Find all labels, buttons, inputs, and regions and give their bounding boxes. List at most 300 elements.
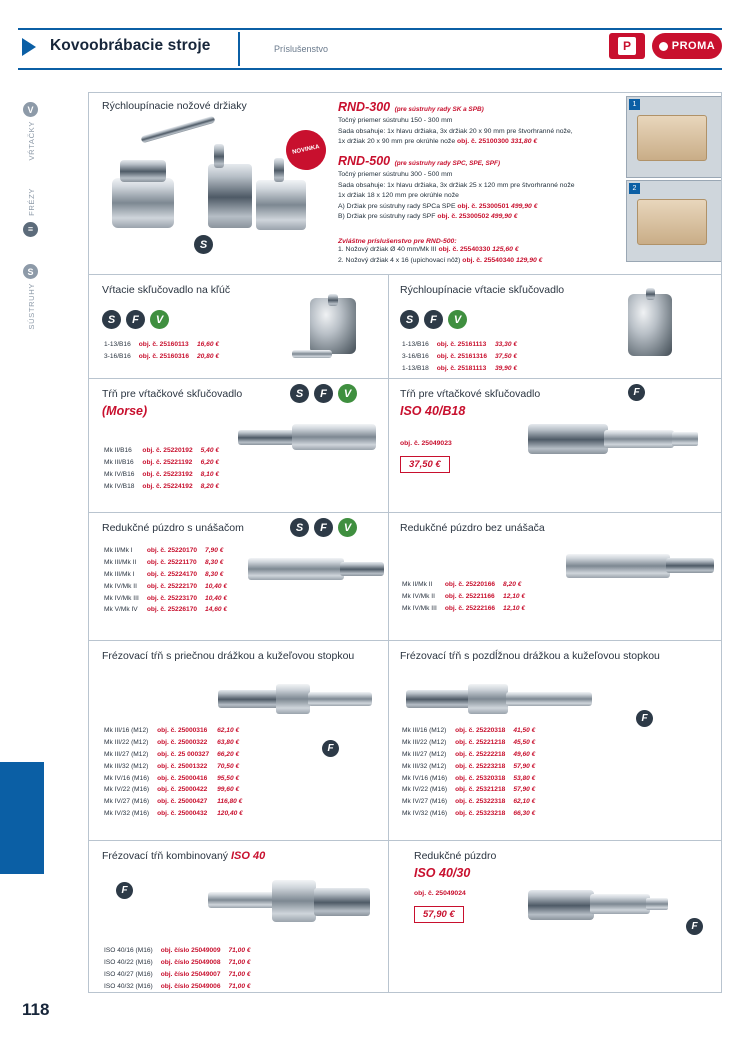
rail-label-vrtacky: VŔTAČKY [27, 121, 36, 161]
rnd500-line1: Točný priemer sústruhu 300 - 500 mm [338, 171, 453, 178]
toolpost-body [112, 178, 174, 228]
sleeve-body [248, 558, 344, 580]
holder-b [256, 180, 306, 230]
mill-long-order-4: obj. č. 25320318 [455, 774, 506, 782]
table-row [104, 958, 257, 968]
mill-combi-size-2: ISO 40/27 (M16) [104, 970, 153, 978]
rnd500-variant-a-price: 499,90 € [511, 202, 538, 210]
morse-price-0: 5,40 € [200, 447, 219, 454]
thumb1-part [637, 115, 707, 161]
divider-v-5 [388, 840, 389, 992]
mill-cross-price-2: 66,20 € [217, 750, 240, 758]
table-row [402, 604, 531, 614]
iso40-tip [672, 432, 698, 446]
red-with-price-2: 8,30 € [205, 570, 224, 578]
rnd500-variant-a: A) Držiak pre sústruhy rady SPCa SPE [338, 202, 456, 210]
chuck-quick-price-2: 39,90 € [495, 364, 517, 372]
morse-table [102, 444, 227, 494]
chuck-key-badges [102, 310, 169, 329]
table-row [104, 946, 257, 956]
chuck-quick-order-1: obj. č. 25161316 [436, 352, 487, 360]
badge-f: F [314, 518, 333, 537]
mill-cross-photo [218, 674, 388, 724]
red-with-order-4: obj. č. 25223170 [146, 594, 198, 602]
badge-f: F [126, 310, 145, 329]
table-row [402, 797, 541, 807]
morse-body [292, 424, 376, 450]
mill-cross-price-7: 120,40 € [217, 810, 243, 818]
table-row [104, 785, 249, 795]
divider-v-4 [388, 640, 389, 840]
red-without-price-2: 12,10 € [503, 604, 526, 612]
rnd-extra-2-order: obj. č. 25540340 [462, 256, 515, 264]
morse-price-3: 8,20 € [200, 482, 219, 490]
mill-long-size-7: Mk IV/32 (M16) [402, 810, 448, 818]
badge-s: S [290, 384, 309, 403]
chuck-quick-order-2: obj. č. 25181113 [436, 364, 487, 372]
red-with-price-4: 10,40 € [205, 594, 228, 602]
table-row [104, 546, 233, 556]
mill-combi-badge-f: F [116, 882, 133, 899]
mill-cross-order-4: obj. č. 25000416 [157, 774, 208, 782]
mill-long-shank [506, 692, 592, 706]
red-with-photo [248, 550, 388, 590]
morse-order-3: obj. č. 25224192 [142, 482, 193, 490]
morse-order-2: obj. č. 25223192 [142, 470, 193, 478]
chuck-key-size-1: 3-16/B16 [104, 352, 131, 360]
red-with-title: Redukčné púzdro s unášačom [102, 522, 244, 534]
mill-combi-size-0: ISO 40/16 (M16) [104, 947, 153, 954]
table-row [402, 785, 541, 795]
chuck-quick-price-1: 37,50 € [495, 352, 517, 360]
chuck-shank [328, 294, 338, 306]
mill-cross-shank [308, 692, 372, 706]
mill-long-flange [468, 684, 508, 714]
mill-cross-price-5: 99,60 € [217, 786, 240, 794]
red-with-size-5: Mk V/Mk IV [104, 606, 138, 614]
mill-long-size-0: Mk III/16 (M12) [402, 727, 447, 734]
sleeve2-taper [666, 558, 714, 573]
page-number: 118 [22, 1000, 50, 1019]
mill-long-table [400, 724, 543, 821]
mill-combi-price-2: 71,00 € [228, 970, 251, 978]
chuck-quick-table [400, 338, 525, 376]
toolpost-head [120, 160, 166, 182]
mill-combi-title-red: ISO 40 [230, 850, 266, 862]
chuck-quick-order-0: obj. č. 25161113 [436, 341, 487, 348]
badge-s: S [290, 518, 309, 537]
chuck-key-photo [288, 294, 384, 366]
morse-subtitle: (Morse) [102, 404, 148, 418]
rnd-badge-s: S [194, 235, 213, 254]
table-row [104, 446, 225, 456]
table-row [402, 738, 541, 748]
mill-long-size-3: Mk III/32 (M12) [402, 762, 447, 770]
red-with-size-0: Mk II/Mk I [104, 547, 133, 554]
table-row [104, 809, 249, 819]
mill-cross-price-3: 70,50 € [217, 762, 240, 770]
rnd-extra-1-order: obj. č. 25540330 [438, 246, 491, 253]
mill-combi-photo [208, 870, 388, 936]
mill-cross-size-0: Mk III/16 (M12) [104, 727, 149, 734]
badge-f: F [314, 384, 333, 403]
thumbnail-1 [626, 96, 722, 178]
table-row [104, 340, 225, 350]
rnd500-variant-b: B) Držiak pre sústruhy rady SPF [338, 213, 436, 221]
mill-combi-order-1: obj. číslo 25049008 [160, 958, 221, 966]
combi-flange [272, 880, 316, 922]
table-row [402, 762, 541, 772]
rnd-section-title: Rýchloupínacie nožové držiaky [102, 100, 247, 112]
mill-long-order-6: obj. č. 25322318 [455, 798, 506, 806]
tool-bit-1 [214, 144, 224, 168]
table-row [104, 774, 249, 784]
mill-cross-order-0: obj. č. 25000316 [157, 727, 208, 734]
red-with-badges [290, 518, 357, 537]
iso40-shank [604, 430, 674, 448]
red-without-photo [566, 544, 718, 590]
chuck-body [310, 298, 356, 354]
divider-v-1 [388, 274, 389, 378]
red-without-order-0: obj. č. 25220166 [444, 581, 496, 588]
tool-bit-2 [274, 158, 284, 182]
table-row [104, 558, 233, 568]
rnd500-variant-b-order: obj. č. 25300502 [437, 213, 490, 221]
divider-4 [88, 640, 722, 641]
mill-long-title: Frézovací tŕň s pozdĺžnou drážkou a kužeľovou stopkou [400, 650, 660, 662]
mill-long-price-3: 57,90 € [513, 762, 536, 770]
header-rule-top [18, 28, 722, 30]
chuck-key-size-0: 1-13/B16 [104, 341, 131, 348]
red-iso-title: Redukčné púzdro [414, 850, 497, 862]
red-with-order-5: obj. č. 25226170 [146, 606, 198, 614]
rail-item-vrtacky[interactable] [18, 102, 44, 161]
table-row [104, 482, 225, 492]
red-with-size-4: Mk IV/Mk III [104, 594, 139, 602]
red-iso-subtitle: ISO 40/30 [414, 866, 471, 880]
table-row [402, 580, 531, 590]
rnd300-order: obj. č. 25100300 [457, 138, 509, 146]
red-with-price-1: 8,30 € [205, 558, 224, 566]
quick-chuck-body [628, 294, 672, 356]
red-without-price-0: 8,20 € [503, 581, 522, 588]
mill-long-price-5: 57,90 € [513, 786, 536, 794]
rnd300-name: RND-300 [338, 100, 391, 114]
chuck-key-price-0: 16,60 € [197, 341, 219, 348]
iso40-price: 37,50 € [400, 456, 450, 473]
mill-long-photo [406, 674, 606, 722]
chuck-key-table [102, 338, 227, 364]
red-without-size-0: Mk II/Mk II [402, 581, 433, 588]
table-row [104, 582, 233, 592]
mill-cross-title: Frézovací tŕň s priečnou drážkou a kužeľovou stopkou [102, 650, 355, 662]
frame-top-border [88, 92, 722, 93]
red-with-size-2: Mk III/Mk I [104, 570, 135, 578]
mill-long-price-4: 53,80 € [513, 774, 536, 782]
mill-long-badge-f: F [636, 710, 653, 727]
thumbnail-2-number: 2 [629, 183, 640, 194]
rnd300-line3: 1x držiak 20 x 90 mm pre okrúhle nože [338, 138, 456, 146]
table-row [104, 570, 233, 580]
thumb2-part [637, 199, 707, 245]
divider-v-3 [388, 512, 389, 640]
red-with-order-1: obj. č. 25221170 [146, 558, 197, 566]
table-row [104, 726, 249, 736]
divider-5 [88, 840, 722, 841]
divider-v-2 [388, 378, 389, 512]
chuck-key-price-1: 20,80 € [197, 352, 219, 360]
mill-cross-size-6: Mk IV/27 (M16) [104, 798, 150, 806]
rnd-extras-title: Zvláštne príslušenstvo pre RND-500: [338, 238, 457, 245]
rail-item-sustruhy[interactable] [18, 264, 44, 330]
mill-cross-size-4: Mk IV/16 (M16) [104, 774, 150, 782]
table-row [402, 352, 523, 362]
red-iso-taper [590, 894, 650, 914]
mill-combi-size-3: ISO 40/32 (M16) [104, 982, 153, 990]
red-with-order-2: obj. č. 25224170 [146, 570, 198, 578]
chuck-key-title: Vŕtacie skľučovadlo na kľúč [102, 284, 231, 296]
table-row [104, 762, 249, 772]
rnd-extra-2: 2. Nožový držiak 4 x 16 (upichovací nôž) [338, 256, 461, 264]
rail-badge-v: V [23, 102, 38, 117]
morse-size-1: Mk III/B16 [104, 458, 134, 466]
chuck-quick-size-2: 1-13/B18 [402, 364, 429, 372]
red-without-order-1: obj. č. 25221166 [444, 592, 495, 600]
table-row [104, 605, 233, 615]
mill-cross-order-1: obj. č. 25000322 [157, 738, 208, 746]
table-row [104, 970, 257, 980]
chuck-quick-title: Rýchloupínacie vŕtacie skľučovadlo [400, 284, 565, 296]
mill-long-order-5: obj. č. 25321218 [455, 786, 506, 794]
page-title: Kovoobrábacie stroje [50, 37, 211, 54]
mill-long-size-5: Mk IV/22 (M16) [402, 786, 448, 794]
table-row [104, 594, 233, 604]
novinka-stamp: NOVINKA [282, 126, 329, 173]
blue-edge-block [0, 762, 44, 874]
mill-long-price-1: 45,50 € [513, 738, 536, 746]
mill-cross-table [102, 724, 251, 821]
mill-long-size-4: Mk IV/16 (M16) [402, 774, 448, 782]
badge-v: V [338, 518, 357, 537]
table-row [402, 364, 523, 374]
brand-logo-small [609, 33, 645, 59]
proma-logo-text: PROMA [671, 40, 716, 52]
red-iso-badge-f: F [686, 918, 703, 935]
mill-cross-size-7: Mk IV/32 (M16) [104, 810, 150, 818]
rnd-extra-2-price: 129,90 € [515, 256, 543, 264]
iso40-badge-f: F [628, 384, 645, 401]
morse-taper [238, 430, 294, 445]
mill-long-order-2: obj. č. 25222218 [455, 750, 506, 758]
mill-combi-title-wrap [102, 850, 265, 862]
chuck-quick-photo [608, 288, 698, 368]
toolpost-lever [141, 116, 216, 144]
divider-3 [88, 512, 722, 513]
mill-combi-title: Frézovací tŕň kombinovaný [102, 850, 229, 862]
red-without-size-1: Mk IV/Mk II [402, 592, 435, 600]
red-with-price-3: 10,40 € [205, 582, 228, 590]
rnd-extra-1: 1. Nožový držiak Ø 40 mm/Mk III [338, 246, 437, 253]
mill-combi-order-3: obj. číslo 25049006 [160, 982, 221, 990]
morse-price-1: 6,20 € [200, 458, 219, 466]
red-with-size-3: Mk IV/Mk II [104, 582, 137, 590]
mill-long-size-6: Mk IV/27 (M16) [402, 798, 448, 806]
content-frame [88, 92, 722, 992]
table-row [104, 738, 249, 748]
mill-long-size-2: Mk III/27 (M12) [402, 750, 447, 758]
proma-dot-icon [659, 42, 668, 51]
rail-badge-s: S [23, 264, 38, 279]
mill-combi-price-3: 71,00 € [228, 982, 251, 990]
red-without-title: Redukčné púzdro bez unášača [400, 522, 545, 534]
mill-long-order-1: obj. č. 25221218 [455, 738, 506, 746]
red-iso-tip [646, 898, 668, 910]
mill-long-price-2: 49,60 € [513, 750, 536, 758]
iso40-taper [528, 424, 608, 454]
mill-cross-order-3: obj. č. 25001322 [157, 762, 208, 770]
mill-combi-order-0: obj. číslo 25049009 [160, 947, 221, 954]
table-row [402, 809, 541, 819]
iso40-subtitle: ISO 40/B18 [400, 404, 466, 418]
morse-order-1: obj. č. 25221192 [142, 458, 193, 466]
red-iso-body [528, 890, 594, 920]
mill-long-order-3: obj. č. 25223218 [455, 762, 506, 770]
table-row [402, 774, 541, 784]
sleeve2-body [566, 554, 670, 578]
red-with-table [102, 544, 235, 617]
red-with-order-3: obj. č. 25222170 [146, 582, 198, 590]
morse-price-2: 8,10 € [200, 470, 219, 478]
mill-cross-flange [276, 684, 310, 714]
badge-v: V [448, 310, 467, 329]
mill-combi-table [102, 944, 259, 994]
morse-photo [238, 418, 388, 458]
rnd-extra-1-price: 125,60 € [492, 246, 519, 253]
red-without-order-2: obj. č. 25222166 [444, 604, 496, 612]
rnd500-line3: 1x držiak 18 x 120 mm pre okrúhle nože [338, 192, 459, 200]
badge-v: V [338, 384, 357, 403]
red-without-size-2: Mk IV/Mk III [402, 604, 437, 612]
side-tab-rail [18, 96, 44, 756]
badge-f: F [424, 310, 443, 329]
rnd500-variant-a-order: obj. č. 25300501 [457, 202, 510, 210]
rail-label-sustruhy: SÚSTRUHY [27, 283, 36, 330]
red-iso-order: obj. č. 25049024 [414, 890, 466, 897]
red-with-price-5: 14,60 € [205, 606, 228, 614]
mill-icon: ≡ [23, 222, 38, 237]
red-iso-price: 57,90 € [414, 906, 464, 923]
combi-shank [208, 892, 278, 908]
table-row [104, 982, 257, 992]
arrow-icon [22, 38, 36, 56]
page-header [0, 0, 740, 78]
chuck-key-order-0: obj. č. 25160113 [138, 341, 189, 348]
header-divider [238, 32, 240, 66]
rnd500-name-suffix: (pre sústruhy rady SPC, SPE, SPF) [394, 160, 501, 167]
red-with-price-0: 7,90 € [205, 547, 224, 554]
table-row [402, 340, 523, 350]
mill-cross-size-3: Mk III/32 (M12) [104, 762, 149, 770]
mill-cross-order-5: obj. č. 25000422 [157, 786, 208, 794]
mill-combi-price-1: 71,00 € [228, 958, 251, 966]
red-without-table [400, 578, 533, 616]
badge-s: S [102, 310, 121, 329]
table-row [402, 750, 541, 760]
chuck-quick-price-0: 33,30 € [495, 341, 517, 348]
mill-cross-price-0: 62,10 € [217, 727, 240, 734]
morse-size-3: Mk IV/B18 [104, 482, 135, 490]
mill-combi-order-2: obj. číslo 25049007 [160, 970, 221, 978]
mill-long-price-7: 66,30 € [513, 810, 536, 818]
thumbnail-1-number: 1 [629, 99, 640, 110]
mill-cross-size-1: Mk III/22 (M12) [104, 738, 149, 746]
combi-taper [314, 888, 370, 916]
table-row [104, 750, 249, 760]
mill-cross-order-6: obj. č. 25000427 [157, 798, 208, 806]
mill-combi-size-1: ISO 40/22 (M16) [104, 958, 153, 966]
mill-cross-size-2: Mk III/27 (M12) [104, 750, 149, 758]
iso40-title: Tŕň pre vŕtačkové skľučovadlo [400, 388, 541, 400]
divider-1 [88, 274, 722, 275]
mill-cross-order-7: obj. č. 25000432 [157, 810, 208, 818]
badge-s: S [400, 310, 419, 329]
red-with-order-0: obj. č. 25220170 [146, 547, 198, 554]
badge-v: V [150, 310, 169, 329]
rail-item-frezy[interactable] [18, 188, 44, 237]
mill-cross-price-1: 63,80 € [217, 738, 240, 746]
mill-combi-price-0: 71,00 € [228, 947, 251, 954]
mill-long-order-0: obj. č. 25220318 [455, 727, 506, 734]
red-without-price-1: 12,10 € [503, 592, 526, 600]
table-row [104, 458, 225, 468]
chuck-key-tool [292, 350, 332, 358]
morse-badges [290, 384, 357, 403]
frame-right-border [721, 92, 722, 992]
logo-letter: P [618, 37, 636, 55]
rnd300-line1: Točný priemer sústruhu 150 - 300 mm [338, 117, 453, 124]
sleeve-taper [340, 562, 384, 576]
mill-cross-size-5: Mk IV/22 (M16) [104, 786, 150, 794]
header-rule-bottom [18, 68, 722, 70]
mill-long-taper [406, 690, 472, 708]
table-row [104, 470, 225, 480]
chuck-quick-size-1: 3-16/B16 [402, 352, 429, 360]
rnd300-name-suffix: (pre sústruhy rady SK a SPB) [394, 106, 484, 113]
thumbnail-2 [626, 180, 722, 262]
divider-2 [88, 378, 722, 379]
mill-cross-taper [218, 690, 280, 708]
rnd500-line2: Sada obsahuje: 1x hlavu držiaka, 3x držiak 25 x 120 mm pre štvorhranné nože [338, 181, 575, 189]
quick-chuck-shank [646, 288, 655, 300]
mill-cross-badge-f: F [322, 740, 339, 757]
rnd300-line2: Sada obsahuje: 1x hlavu držiaka, 3x držiak 20 x 90 mm pre štvorhranné nože, [338, 127, 573, 135]
holder-a [208, 164, 252, 228]
frame-bottom-border [88, 992, 722, 993]
rail-label-frezy: FRÉZY [27, 188, 36, 216]
mill-long-price-6: 62,10 € [513, 798, 536, 806]
morse-size-0: Mk II/B16 [104, 447, 132, 454]
mill-cross-price-6: 116,80 € [217, 798, 243, 806]
mill-long-size-1: Mk III/22 (M12) [402, 738, 447, 746]
table-row [402, 592, 531, 602]
table-row [104, 797, 249, 807]
frame-left-border [88, 92, 89, 992]
proma-logo [652, 33, 722, 59]
morse-title: Tŕň pre vŕtačkové skľučovadlo [102, 388, 243, 400]
mill-long-order-7: obj. č. 25323218 [455, 810, 506, 818]
iso40-order: obj. č. 25049023 [400, 440, 452, 447]
chuck-key-order-1: obj. č. 25160316 [138, 352, 189, 360]
